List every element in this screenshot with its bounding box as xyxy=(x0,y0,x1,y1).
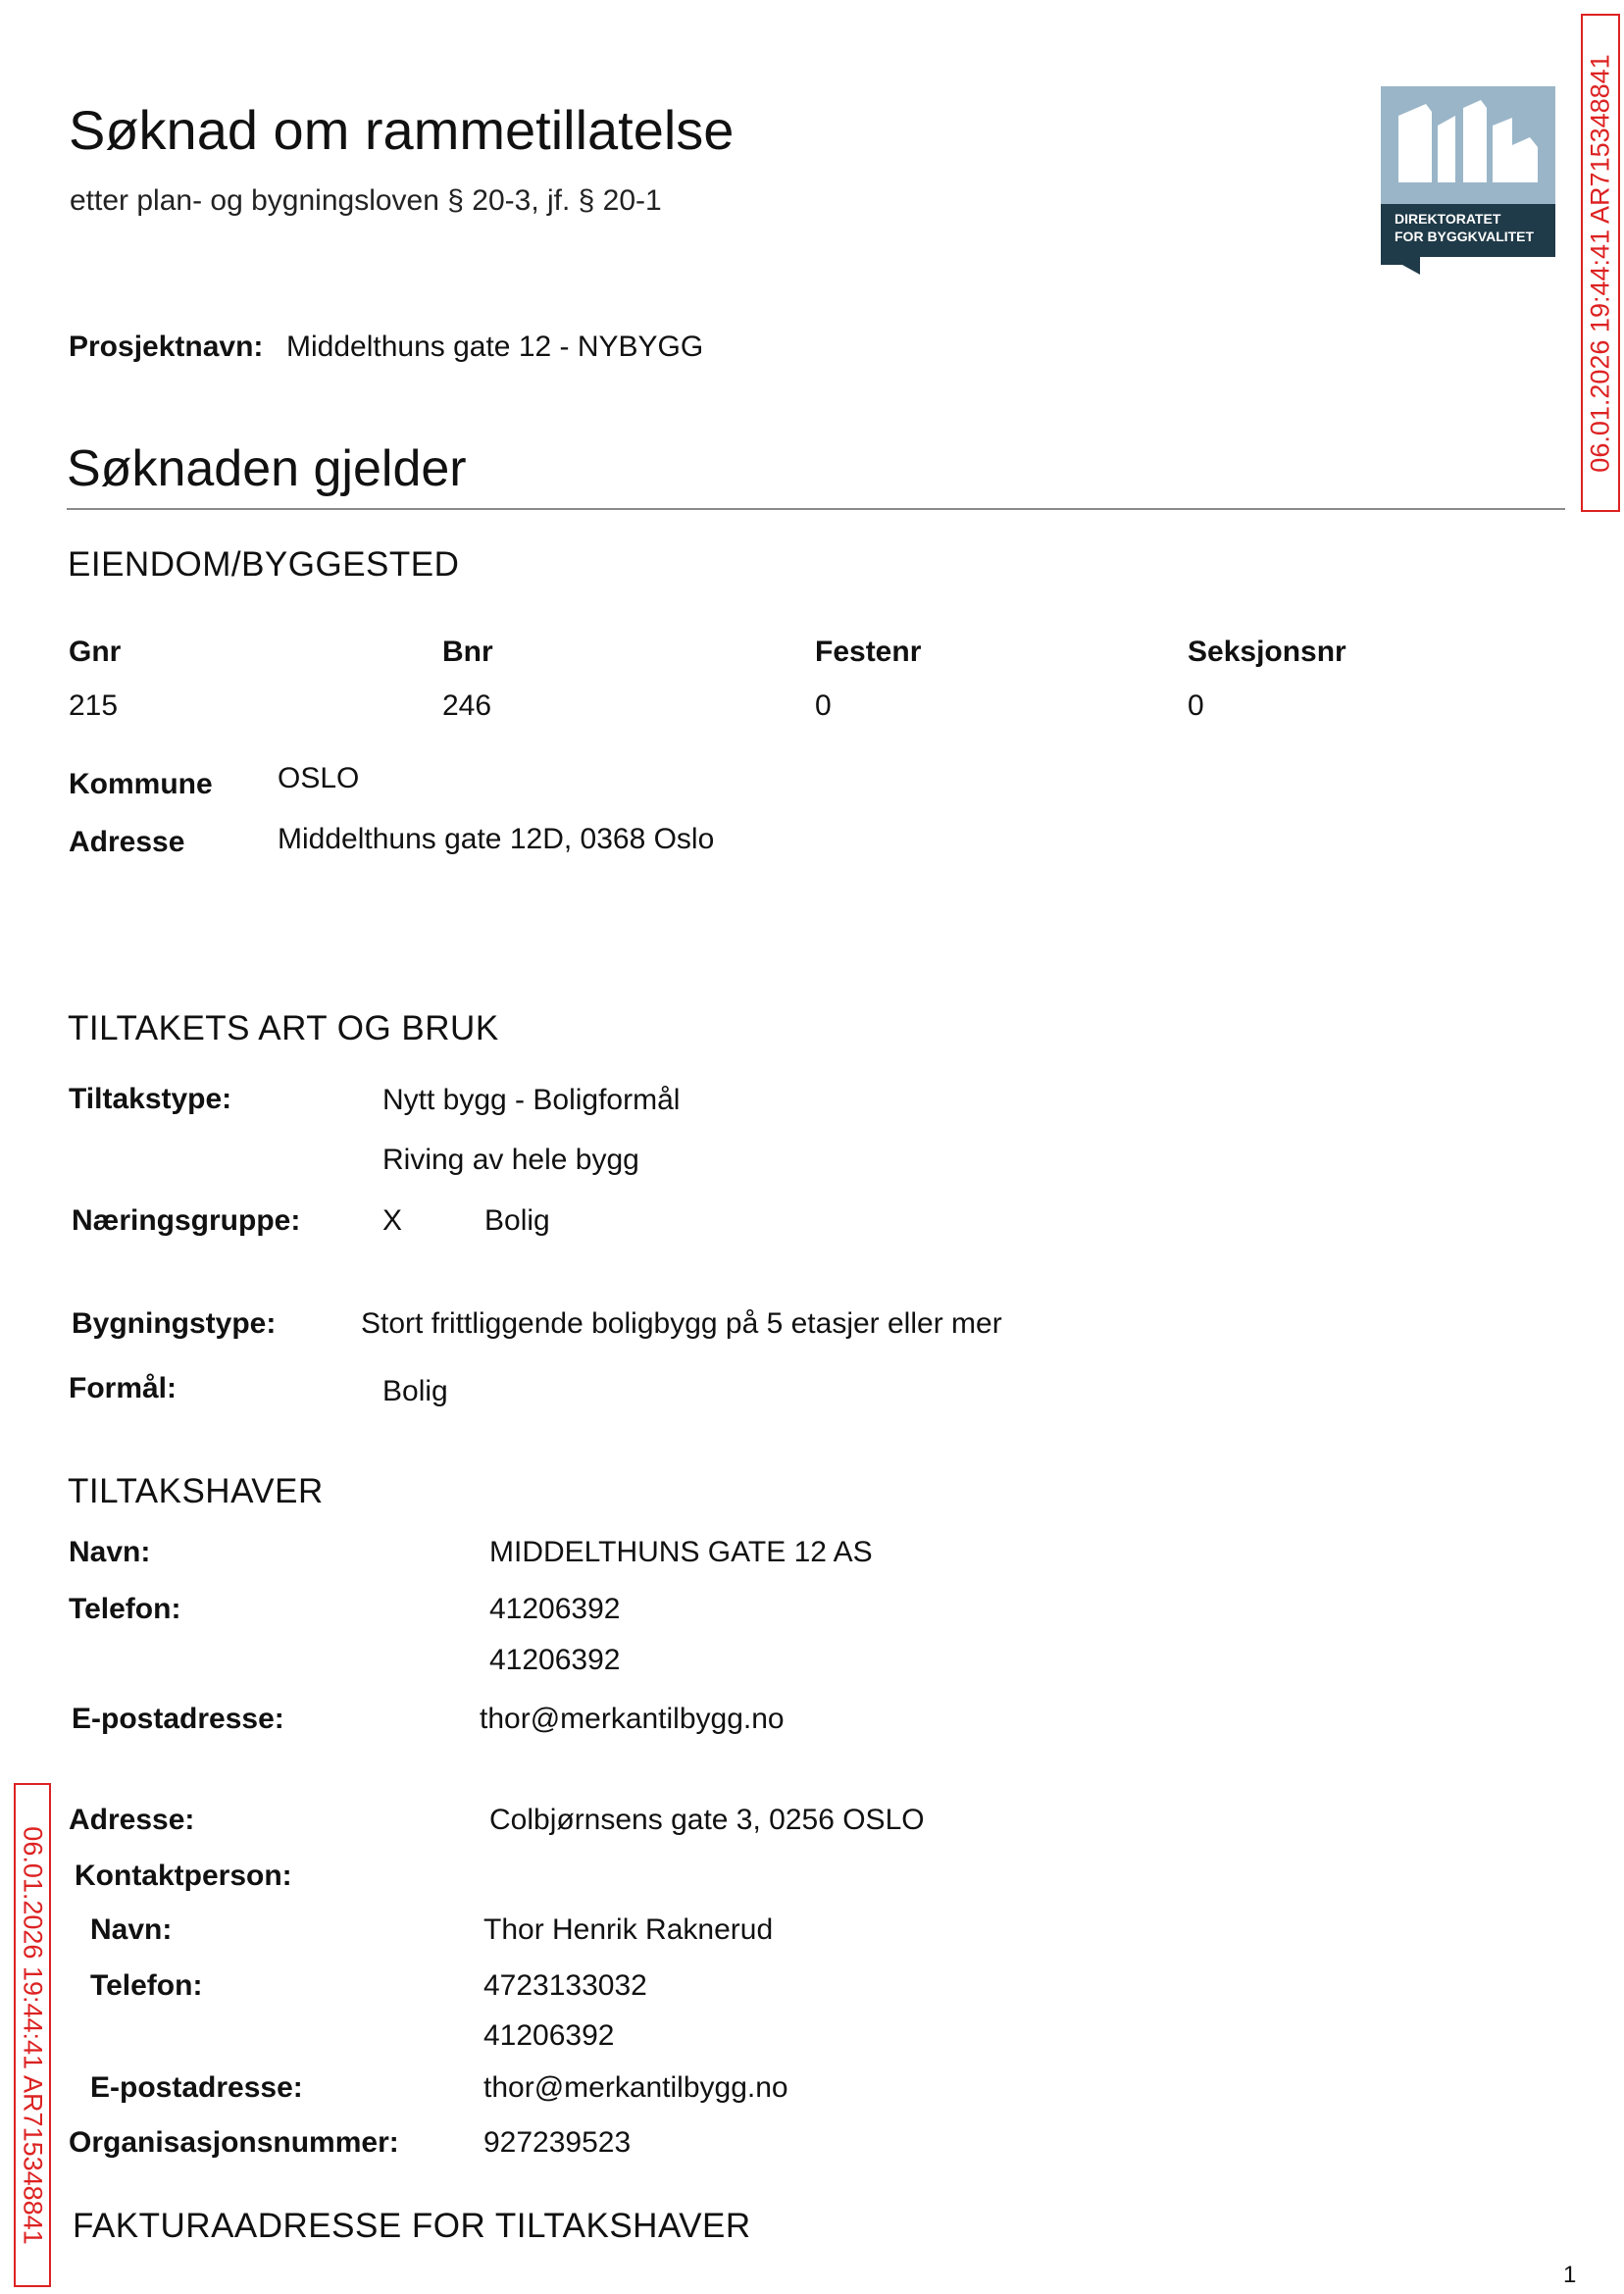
page-number: 1 xyxy=(1563,2262,1577,2288)
col-gnr-label: Gnr xyxy=(69,636,122,668)
measure-type-value-1: Nytt bygg - Boligformål xyxy=(382,1084,681,1116)
dibk-logo xyxy=(1381,86,1555,275)
project-name-value: Middelthuns gate 12 - NYBYGG xyxy=(286,331,704,363)
owner-email-label: E-postadresse: xyxy=(72,1703,284,1735)
municipality-value: OSLO xyxy=(278,762,360,794)
section-title-owner: TILTAKSHAVER xyxy=(68,1472,324,1510)
section-title-billing: FAKTURAADRESSE FOR TILTAKSHAVER xyxy=(73,2207,751,2245)
contact-person-label: Kontaktperson: xyxy=(75,1860,292,1892)
contact-name-value: Thor Henrik Raknerud xyxy=(483,1913,774,1946)
industry-value: Bolig xyxy=(484,1204,550,1237)
owner-name-value: MIDDELTHUNS GATE 12 AS xyxy=(489,1536,873,1568)
measure-type-value-2: Riving av hele bygg xyxy=(382,1144,639,1176)
contact-phone-value-1: 4723133032 xyxy=(483,1969,647,2002)
purpose-value: Bolig xyxy=(382,1375,448,1407)
logo-text-2: FOR BYGGKVALITET xyxy=(1395,229,1535,244)
owner-address-value: Colbjørnsens gate 3, 0256 OSLO xyxy=(489,1804,925,1836)
main-heading: Søknaden gjelder xyxy=(67,440,467,497)
dibk-logo-graphic xyxy=(1381,86,1555,275)
industry-code: X xyxy=(382,1204,403,1237)
timestamp-stamp-side xyxy=(14,1783,51,2287)
section-title-measure: TILTAKETS ART OG BRUK xyxy=(68,1009,499,1047)
section-title-property: EIENDOM/BYGGESTED xyxy=(68,545,460,584)
col-festenr-label: Festenr xyxy=(815,636,922,668)
owner-address-label: Adresse: xyxy=(69,1804,195,1836)
festenr-value: 0 xyxy=(815,689,832,722)
building-type-label: Bygningstype: xyxy=(72,1307,277,1340)
document-title: Søknad om rammetillatelse xyxy=(69,99,735,161)
project-name-label: Prosjektnavn: xyxy=(69,331,264,363)
stamp-text: 06.01.2026 19:44:41 AR715348841 xyxy=(18,1825,48,2245)
bnr-value: 246 xyxy=(442,689,492,722)
owner-phone-value-1: 41206392 xyxy=(489,1593,621,1625)
address-value: Middelthuns gate 12D, 0368 Oslo xyxy=(278,823,715,855)
col-bnr-label: Bnr xyxy=(442,636,493,668)
col-seksjonsnr-label: Seksjonsnr xyxy=(1188,636,1346,668)
timestamp-stamp-top xyxy=(1581,14,1620,512)
contact-phone-value-2: 41206392 xyxy=(483,2019,615,2052)
seksjonsnr-value: 0 xyxy=(1188,689,1204,722)
municipality-label: Kommune xyxy=(69,768,213,800)
purpose-label: Formål: xyxy=(69,1372,178,1404)
heading-divider xyxy=(67,508,1565,510)
logo-text-1: DIREKTORATET xyxy=(1395,211,1501,227)
contact-name-label: Navn: xyxy=(90,1913,173,1946)
measure-type-label: Tiltakstype: xyxy=(69,1083,232,1115)
owner-phone-label: Telefon: xyxy=(69,1593,181,1625)
gnr-value: 215 xyxy=(69,689,119,722)
building-type-value: Stort frittliggende boligbygg på 5 etasjer eller mer xyxy=(361,1307,1002,1340)
owner-email-value: thor@merkantilbygg.no xyxy=(480,1703,785,1735)
stamp-text: 06.01.2026 19:44:41 AR715348841 xyxy=(1585,53,1615,473)
industry-label: Næringsgruppe: xyxy=(72,1204,301,1237)
owner-phone-value-2: 41206392 xyxy=(489,1644,621,1676)
document-subtitle: etter plan- og bygningsloven § 20-3, jf. § 20-1 xyxy=(70,184,662,217)
contact-email-value: thor@merkantilbygg.no xyxy=(483,2071,788,2104)
org-number-value: 927239523 xyxy=(483,2126,632,2159)
owner-name-label: Navn: xyxy=(69,1536,151,1568)
org-number-label: Organisasjonsnummer: xyxy=(69,2126,399,2159)
address-label: Adresse xyxy=(69,826,185,858)
contact-email-label: E-postadresse: xyxy=(90,2071,303,2104)
contact-phone-label: Telefon: xyxy=(90,1969,203,2002)
